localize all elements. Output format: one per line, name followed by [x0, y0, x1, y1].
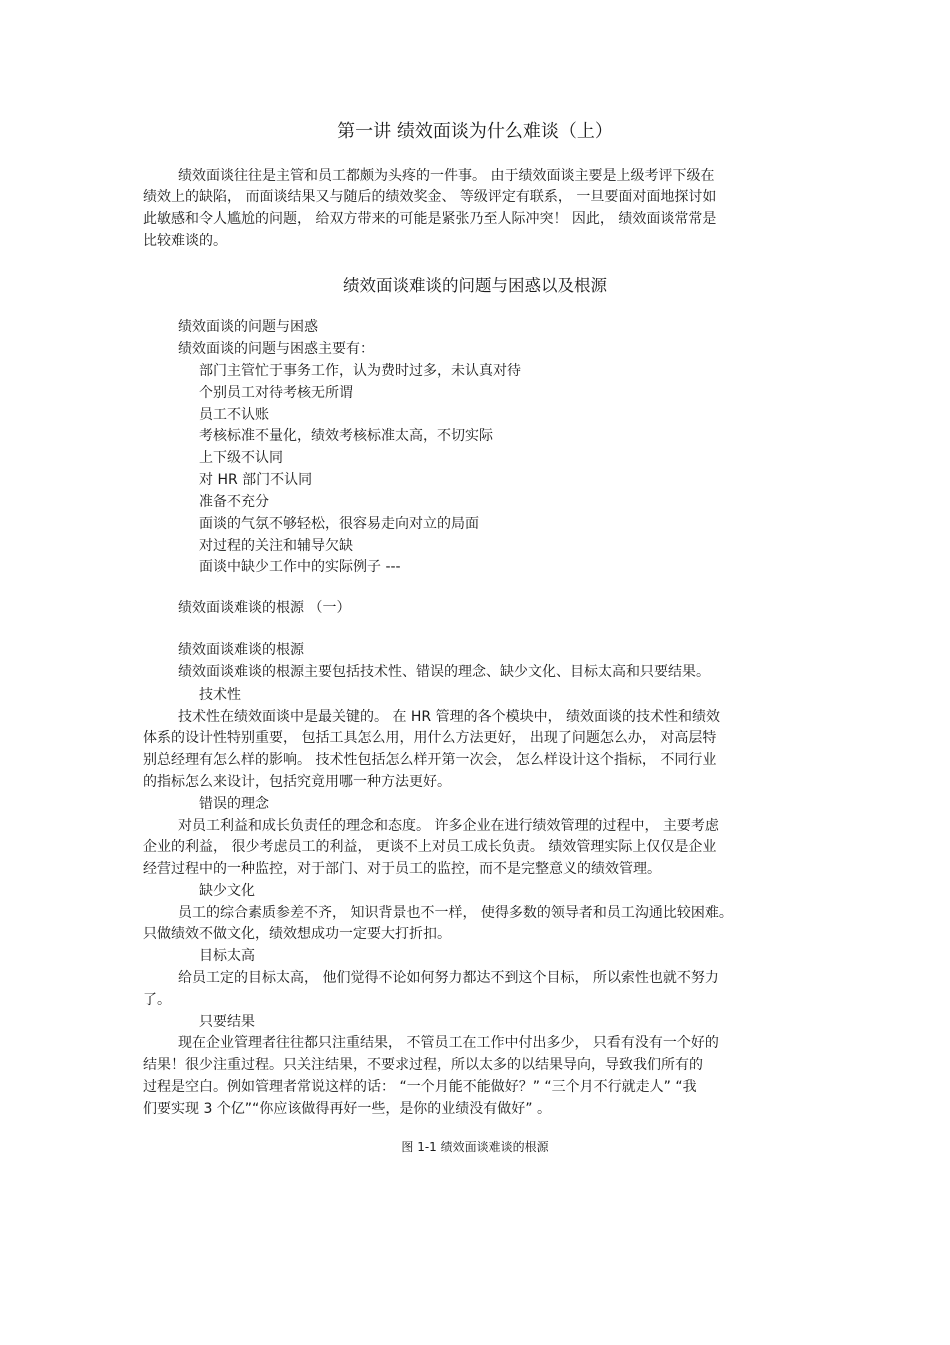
- page-title: 第一讲 绩效面谈为什么难谈（上）: [337, 121, 613, 142]
- roots-lead: 绩效面谈难谈的根源主要包括技术性、错误的理念、缺少文化、目标太高和只要结果。: [178, 664, 710, 680]
- result-line-3: 过程是空白。例如管理者常说这样的话： “一个月能不能做好？” “三个月不行就走人” “我: [143, 1079, 697, 1095]
- problem-item: 考核标准不量化，绩效考核标准太高，不切实际: [199, 428, 493, 444]
- concept-line-1: 对员工利益和成长负责任的理念和态度。 许多企业在进行绩效管理的过程中， 主要考虑: [178, 818, 719, 834]
- technical-line-4: 的指标怎么来设计，包括究竟用哪一种方法更好。: [143, 774, 451, 790]
- problems-lead: 绩效面谈的问题与困惑主要有：: [178, 341, 374, 357]
- intro-line-3: 此敏感和令人尴尬的问题， 给双方带来的可能是紧张乃至人际冲突！ 因此， 绩效面谈常常是: [143, 211, 717, 227]
- target-line-2: 了。: [143, 992, 171, 1008]
- culture-line-1: 员工的综合素质参差不齐， 知识背景也不一样， 使得多数的领导者和员工沟通比较困难。: [178, 905, 733, 921]
- section-subtitle: 绩效面谈难谈的问题与困惑以及根源: [343, 276, 607, 295]
- result-label: 只要结果: [199, 1014, 255, 1030]
- culture-line-2: 只做绩效不做文化，绩效想成功一定要大打折扣。: [143, 926, 451, 942]
- figure-caption: 图 1-1 绩效面谈难谈的根源: [401, 1140, 549, 1154]
- technical-line-2: 体系的设计性特别重要， 包括工具怎么用，用什么方法更好， 出现了问题怎么办， 对高层特: [143, 730, 717, 746]
- problems-heading: 绩效面谈的问题与困惑: [178, 319, 318, 335]
- problem-item: 对 HR 部门不认同: [199, 472, 313, 488]
- roots-heading: 绩效面谈难谈的根源: [178, 642, 304, 658]
- concept-line-3: 经营过程中的一种监控，对于部门、对于员工的监控，而不是完整意义的绩效管理。: [143, 861, 661, 877]
- problem-item: 面谈的气氛不够轻松，很容易走向对立的局面: [199, 516, 479, 532]
- roots-section-heading: 绩效面谈难谈的根源 （一）: [178, 600, 351, 616]
- concept-label: 错误的理念: [199, 796, 269, 812]
- intro-line-2: 绩效上的缺陷， 而面谈结果又与随后的绩效奖金、 等级评定有联系， 一旦要面对面地探讨如: [143, 189, 717, 205]
- result-line-4: 们要实现 3 个亿”“你应该做得再好一些，是你的业绩没有做好” 。: [143, 1101, 552, 1117]
- intro-line-4: 比较难谈的。: [143, 233, 227, 249]
- problem-item: 员工不认账: [199, 407, 269, 423]
- result-line-2: 结果！很少注重过程。只关注结果，不要求过程，所以太多的以结果导向，导致我们所有的: [143, 1057, 703, 1073]
- problem-item: 个别员工对待考核无所谓: [199, 385, 353, 401]
- problem-item: 对过程的关注和辅导欠缺: [199, 538, 353, 554]
- target-line-1: 给员工定的目标太高， 他们觉得不论如何努力都达不到这个目标， 所以索性也就不努力: [178, 970, 719, 986]
- result-line-1: 现在企业管理者往往都只注重结果， 不管员工在工作中付出多少， 只看有没有一个好的: [178, 1035, 719, 1051]
- target-label: 目标太高: [199, 948, 255, 964]
- problem-item: 部门主管忙于事务工作，认为费时过多，未认真对待: [199, 363, 521, 379]
- technical-line-3: 别总经理有怎么样的影响。 技术性包括怎么样开第一次会， 怎么样设计这个指标， 不同行业: [143, 752, 717, 768]
- culture-label: 缺少文化: [199, 883, 255, 899]
- intro-line-1: 绩效面谈往往是主管和员工都颇为头疼的一件事。 由于绩效面谈主要是上级考评下级在: [178, 168, 715, 184]
- problem-item: 面谈中缺少工作中的实际例子 ---: [199, 559, 401, 575]
- concept-line-2: 企业的利益， 很少考虑员工的利益， 更谈不上对员工成长负责。 绩效管理实际上仅仅是企业: [143, 839, 717, 855]
- problem-item: 上下级不认同: [199, 450, 283, 466]
- technical-line-1: 技术性在绩效面谈中是最关键的。 在 HR 管理的各个模块中， 绩效面谈的技术性和绩效: [178, 709, 721, 725]
- problem-item: 准备不充分: [199, 494, 269, 510]
- technical-label: 技术性: [199, 687, 241, 703]
